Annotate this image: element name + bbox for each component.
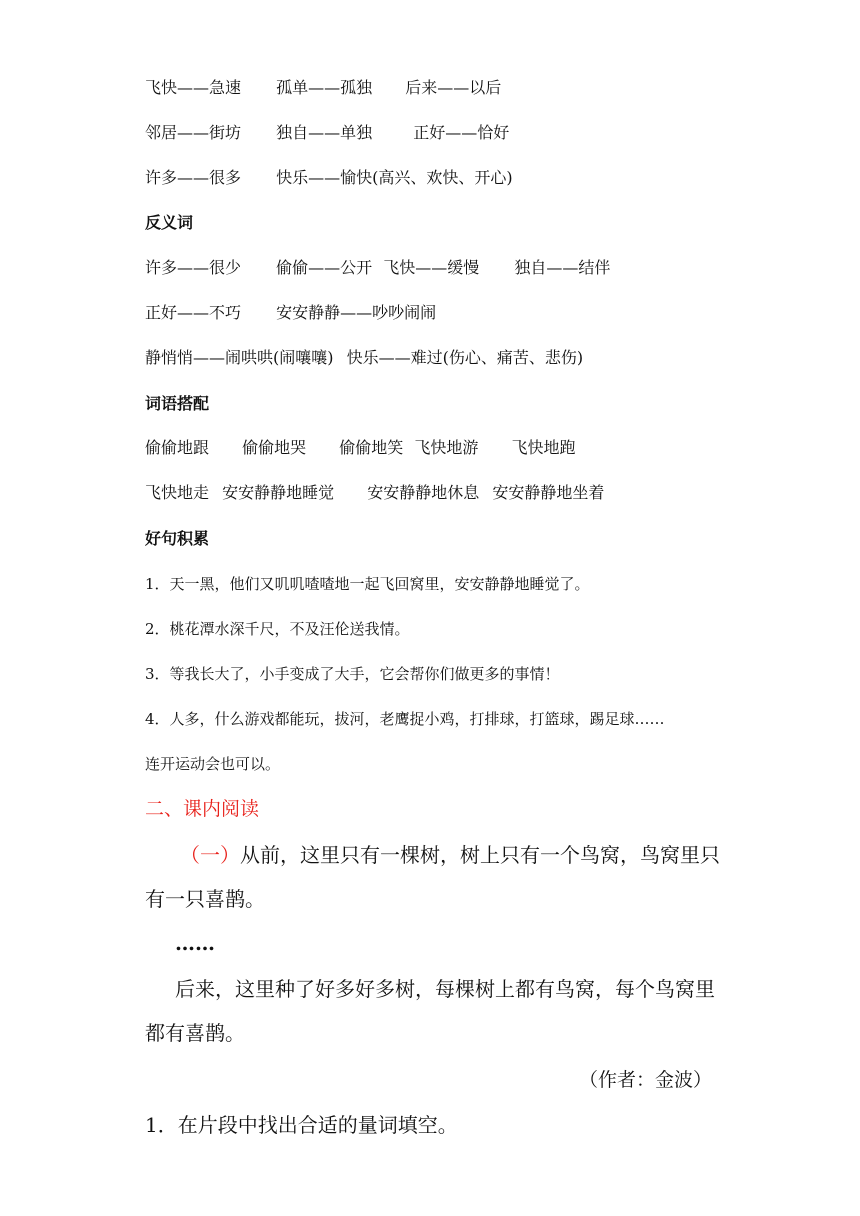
- question-text: 1．在片段中找出合适的量词填空。: [145, 1113, 458, 1137]
- word-pair: 许多——很少: [145, 258, 242, 277]
- word-pair: 后来——以后: [405, 78, 502, 97]
- phrase: 偷偷地笑: [339, 438, 404, 457]
- word-pair: 邻居——街坊: [145, 123, 242, 142]
- sentence-item: 连开运动会也可以。: [145, 755, 281, 773]
- antonym-row: [145, 257, 610, 279]
- reading-paragraph-line: 都有喜鹊。: [145, 1021, 245, 1045]
- phrase: 安安静静地坐着: [492, 483, 605, 502]
- word-pair: 独自——单独: [276, 123, 373, 142]
- collocations-heading: 词语搭配: [145, 394, 210, 413]
- antonyms-heading: 反义词: [145, 213, 194, 232]
- reading-paragraph-line: 后来，这里种了好多好多树，每棵树上都有鸟窝，每个鸟窝里: [175, 977, 715, 1001]
- word-pair: 飞快——急速: [145, 78, 242, 97]
- ellipsis: ……: [175, 931, 215, 955]
- word-pair: 许多——很多: [145, 168, 242, 187]
- sentence-item: 2．桃花潭水深千尺，不及汪伦送我情。: [145, 620, 410, 638]
- phrase: 安安静静地休息: [367, 483, 480, 502]
- word-pair: 快乐——难过(伤心、痛苦、悲伤): [346, 348, 584, 367]
- word-pair: 正好——不巧: [145, 303, 242, 322]
- phrase: 安安静静地睡觉: [222, 483, 335, 502]
- word-pair: 静悄悄——闹哄哄(闹嚷嚷): [145, 348, 334, 367]
- word-pair: 独自——结伴: [514, 258, 611, 277]
- phrase: 偷偷地跟: [145, 438, 210, 457]
- word-pair: 飞快——缓慢: [383, 258, 480, 277]
- synonym-row: [145, 167, 513, 189]
- synonym-row: [145, 122, 509, 144]
- section-title: 二、课内阅读: [145, 798, 260, 820]
- phrase: 飞快地走: [145, 483, 210, 502]
- collocation-row: [145, 437, 575, 459]
- sentence-item: 4．人多，什么游戏都能玩，拔河，老鹰捉小鸡，打排球，打篮球，踢足球……: [145, 710, 665, 728]
- word-pair: 偷偷——公开: [276, 258, 373, 277]
- good-sentences-heading: 好句积累: [145, 529, 210, 548]
- word-pair: 安安静静——吵吵闹闹: [276, 303, 437, 322]
- sentence-item: 3．等我长大了，小手变成了大手，它会帮你们做更多的事情！: [145, 665, 560, 683]
- word-pair: 正好——恰好: [413, 123, 510, 142]
- reading-paragraph-line: [180, 840, 720, 870]
- part-label: （一）: [180, 843, 240, 867]
- author-credit: （作者：金波）: [578, 1069, 712, 1091]
- word-pair: 快乐——愉快(高兴、欢快、开心): [276, 168, 513, 187]
- paragraph-text: 从前，这里只有一棵树，树上只有一个鸟窝，鸟窝里只: [240, 843, 720, 867]
- phrase: 飞快地跑: [511, 438, 576, 457]
- word-pair: 孤单——孤独: [276, 78, 373, 97]
- sentence-item: 1．天一黑，他们又叽叽喳喳地一起飞回窝里，安安静静地睡觉了。: [145, 575, 590, 593]
- reading-paragraph-line: 有一只喜鹊。: [145, 887, 265, 911]
- collocation-row: [145, 482, 604, 504]
- synonym-row: [145, 77, 501, 99]
- antonym-row: [145, 302, 436, 324]
- phrase: 偷偷地哭: [242, 438, 307, 457]
- antonym-row: [145, 347, 583, 369]
- phrase: 飞快地游: [414, 438, 479, 457]
